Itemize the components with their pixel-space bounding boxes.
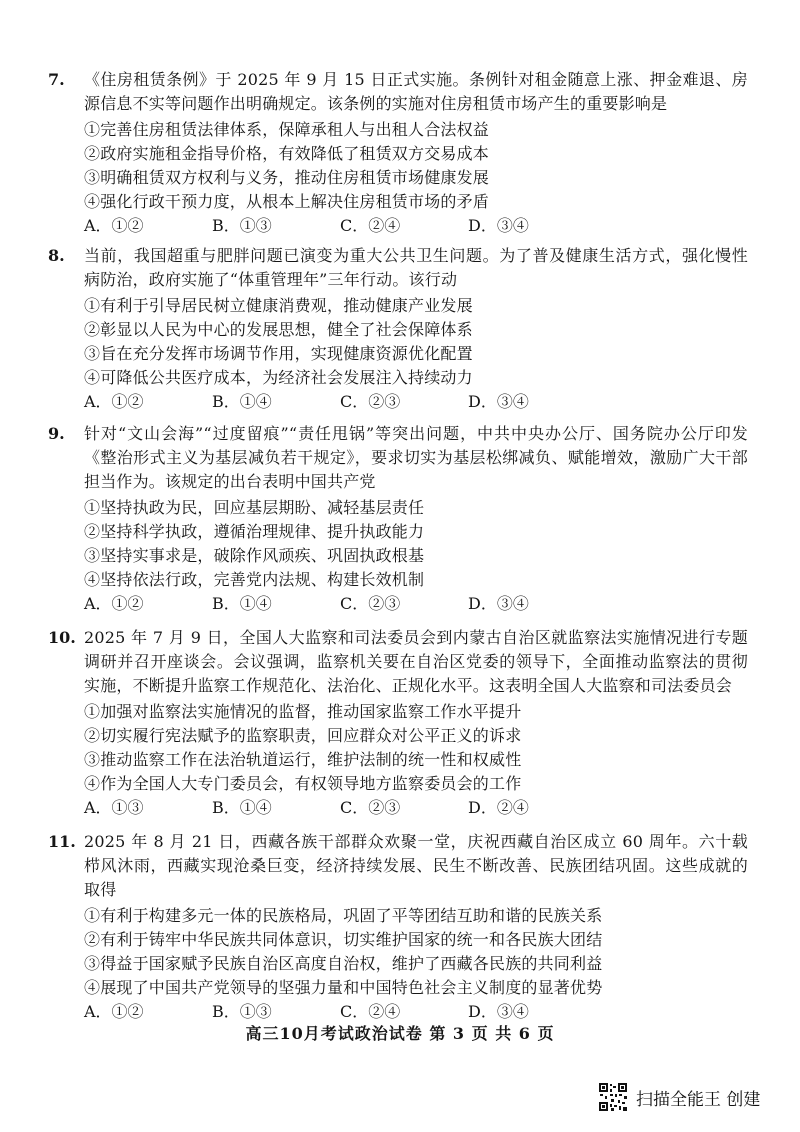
watermark-text: 扫描全能王 创建: [636, 1089, 761, 1110]
answer-a: A．①③: [84, 798, 144, 817]
answer-choices: [84, 390, 748, 414]
option-1: ①有利于引导居民树立健康消费观，推动健康产业发展: [84, 296, 473, 315]
option-2: ②政府实施租金指导价格，有效降低了租赁双方交易成本: [84, 144, 490, 163]
answer-d: D．②④: [468, 798, 529, 817]
scanner-watermark: [598, 1080, 788, 1114]
question-stem: 《住房租赁条例》于 2025 年 9 月 15 日正式实施。条例针对租金随意上涨、押金难退、房源信息不实等问题作出明确规定。该条例的实施对住房租赁市场产生的重要影响是: [84, 70, 748, 113]
answer-a: A．①②: [84, 594, 144, 613]
option-2: ②切实履行宪法赋予的监察职责，回应群众对公平正义的诉求: [84, 726, 522, 745]
option-1: ①完善住房租赁法律体系，保障承租人与出租人合法权益: [84, 120, 490, 139]
option-3: ③明确租赁双方权利与义务，推动住房租赁市场健康发展: [84, 168, 490, 187]
answer-c: C．②④: [340, 216, 401, 235]
question-8: [48, 244, 748, 414]
answer-b: B．①③: [212, 1002, 272, 1021]
option-1: ①坚持执政为民，回应基层期盼、减轻基层责任: [84, 498, 425, 517]
question-9: [48, 422, 748, 616]
option-4: ④强化行政干预力度，从根本上解决住房租赁市场的矛盾: [84, 192, 490, 211]
question-stem: 2025 年 8 月 21 日，西藏各族干部群众欢聚一堂，庆祝西藏自治区成立 60 周年。六十载栉风沐雨，西藏实现沧桑巨变，经济持续发展、民生不断改善、民族团结巩固。这些成就的取得: [84, 832, 748, 899]
option-4: ④可降低公共医疗成本，为经济社会发展注入持续动力: [84, 368, 473, 387]
question-options: [84, 294, 748, 390]
answer-a: A．①②: [84, 1002, 144, 1021]
answer-d: D．③④: [468, 594, 529, 613]
question-11: [48, 830, 748, 1024]
answer-choices: [84, 214, 748, 238]
answer-b: B．①③: [212, 216, 272, 235]
option-1: ①加强对监察法实施情况的监督，推动国家监察工作水平提升: [84, 702, 522, 721]
question-options: [84, 118, 748, 214]
option-4: ④展现了中国共产党领导的坚强力量和中国特色社会主义制度的显著优势: [84, 978, 603, 997]
question-options: [84, 496, 748, 592]
answer-d: D．③④: [468, 216, 529, 235]
question-number: 9.: [48, 424, 65, 443]
answer-c: C．②③: [340, 594, 401, 613]
option-3: ③坚持实事求是，破除作风顽疾、巩固执政根基: [84, 546, 425, 565]
answer-a: A．①②: [84, 392, 144, 411]
question-number: 10.: [48, 628, 76, 647]
option-2: ②彰显以人民为中心的发展思想，健全了社会保障体系: [84, 320, 473, 339]
option-2: ②有利于铸牢中华民族共同体意识，切实维护国家的统一和各民族大团结: [84, 930, 603, 949]
answer-d: D．③④: [468, 1002, 529, 1021]
answer-choices: [84, 796, 748, 820]
question-10: [48, 626, 748, 820]
answer-choices: [84, 592, 748, 616]
answer-d: D．③④: [468, 392, 529, 411]
question-options: [84, 904, 748, 1000]
answer-b: B．①④: [212, 594, 272, 613]
question-stem: 当前，我国超重与肥胖问题已演变为重大公共卫生问题。为了普及健康生活方式，强化慢性病防治，政府实施了“体重管理年”三年行动。该行动: [84, 246, 748, 289]
question-stem: 针对“文山会海”“过度留痕”“责任甩锅”等突出问题，中共中央办公厅、国务院办公厅印发《整治形式主义为基层减负若干规定》，要求切实为基层松绑减负、赋能增效，激励广大干部担当作为。该规定的出台表明中国共产党: [84, 424, 748, 491]
answer-b: B．①④: [212, 392, 272, 411]
option-3: ③得益于国家赋予民族自治区高度自治权，维护了西藏各民族的共同利益: [84, 954, 603, 973]
question-7: [48, 68, 748, 238]
option-3: ③旨在充分发挥市场调节作用，实现健康资源优化配置: [84, 344, 473, 363]
question-number: 11.: [48, 832, 76, 851]
question-stem: 2025 年 7 月 9 日，全国人大监察和司法委员会到内蒙古自治区就监察法实施情况进行专题调研并召开座谈会。会议强调，监察机关要在自治区党委的领导下，全面推动监察法的贯彻实施，不断提升监察工作规范化、法治化、正规化水平。这表明全国人大监察和司法委员会: [84, 628, 748, 695]
question-options: [84, 700, 748, 796]
option-4: ④坚持依法行政，完善党内法规、构建长效机制: [84, 570, 425, 589]
option-2: ②坚持科学执政，遵循治理规律、提升执政能力: [84, 522, 425, 541]
option-1: ①有利于构建多元一体的民族格局，巩固了平等团结互助和谐的民族关系: [84, 906, 603, 925]
answer-a: A．①②: [84, 216, 144, 235]
answer-c: C．②③: [340, 798, 401, 817]
qr-code-icon: [598, 1082, 628, 1112]
question-number: 7.: [48, 70, 65, 89]
answer-c: C．②④: [340, 1002, 401, 1021]
question-number: 8.: [48, 246, 65, 265]
option-4: ④作为全国人大专门委员会，有权领导地方监察委员会的工作: [84, 774, 522, 793]
answer-b: B．①④: [212, 798, 272, 817]
answer-choices: [84, 1000, 748, 1024]
page-footer: 高三10月考试政治试卷 第 3 页 共 6 页: [245, 1024, 555, 1043]
option-3: ③推动监察工作在法治轨道运行，维护法制的统一性和权威性: [84, 750, 522, 769]
answer-c: C．②③: [340, 392, 401, 411]
